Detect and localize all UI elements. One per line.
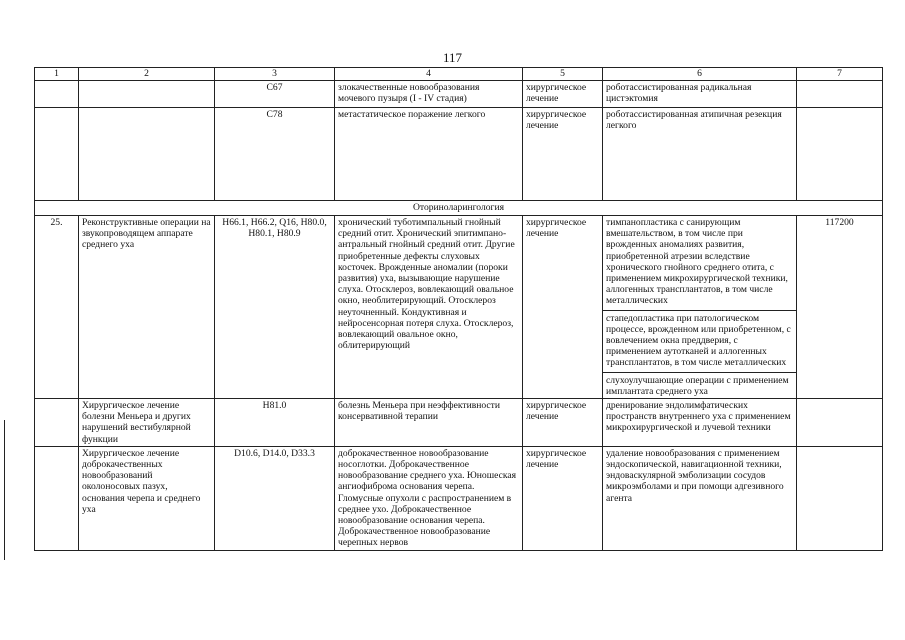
price-cell xyxy=(797,81,883,108)
table-row xyxy=(35,446,883,550)
treatment-type-cell: хирургическое лечение xyxy=(523,399,603,447)
margin-rule xyxy=(4,420,5,560)
method-cell: дренирование эндолимфатических пространств внутреннего уха с применением микрохирургической и лучевой техники xyxy=(603,399,797,447)
header-cell: 2 xyxy=(79,68,215,81)
method-cell: роботассистированная атипичная резекция легкого xyxy=(603,108,797,201)
method-cell: удаление новообразования с применением эндоскопической, навигационной техники, эндоваскулярной эмболизации сосудов микроэмболами и при помощи адгезивного агента xyxy=(603,446,797,550)
price-cell xyxy=(797,108,883,201)
model-cell: доброкачественное новообразование носоглотки. Доброкачественное новообразование среднего уха. Юношеская ангиофиброма основания черепа. Гломусные опухоли с распространением в среднее ухо. Доброкачественное новообразование основания черепа. Доброкачественное новообразование черепных нервов xyxy=(335,446,523,550)
name-cell xyxy=(79,108,215,201)
name-cell: Реконструктивные операции на звукопроводящем аппарате среднего уха xyxy=(79,216,215,399)
method-text: тимпанопластика с санирующим вмешательством, в том числе при врожденных аномалиях развития, приобретенной атрезии вследствие хронического гнойного среднего отита, с применением микрохирургической техники, аллогенных трансплантатов, в том числе металлических xyxy=(606,217,788,307)
price-cell xyxy=(797,399,883,447)
name-cell: Хирургическое лечение болезни Меньера и других нарушений вестибулярной функции xyxy=(79,399,215,447)
page-number: 117 xyxy=(442,50,463,65)
header-cell: 3 xyxy=(215,68,335,81)
treatment-type-cell: хирургическое лечение xyxy=(523,216,603,399)
model-cell: злокачественные новообразования мочевого пузыря (I - IV стадия) xyxy=(335,81,523,108)
header-row xyxy=(35,68,883,81)
codes-cell: H81.0 xyxy=(215,399,335,447)
header-cell: 7 xyxy=(797,68,883,81)
number-cell xyxy=(35,446,79,550)
table-row xyxy=(35,399,883,447)
services-table xyxy=(34,67,883,551)
method-text: стапедопластика при патологическом процессе, врожденном или приобретенном, с вовлечением окна преддверия, с применением аутотканей и аллогенных трансплантатов, в том числе металлических xyxy=(606,312,791,369)
section-title: Оториноларингология xyxy=(35,201,883,216)
model-cell: метастатическое поражение легкого xyxy=(335,108,523,201)
table-row xyxy=(35,108,883,201)
number-cell xyxy=(35,81,79,108)
model-cell: болезнь Меньера при неэффективности консервативной терапии xyxy=(335,399,523,447)
codes-cell: C78 xyxy=(215,108,335,201)
table-row xyxy=(35,81,883,108)
section-row xyxy=(35,201,883,216)
treatment-type-cell: хирургическое лечение xyxy=(523,81,603,108)
name-cell: Хирургическое лечение доброкачественных новообразований околоносовых пазух, основания черепа и среднего уха xyxy=(79,446,215,550)
price-cell: 117200 xyxy=(797,216,883,399)
table-row xyxy=(35,216,883,399)
header-cell: 5 xyxy=(523,68,603,81)
number-cell: 25. xyxy=(35,216,79,399)
name-cell xyxy=(79,81,215,108)
treatment-type-cell: хирургическое лечение xyxy=(523,108,603,201)
codes-cell: C67 xyxy=(215,81,335,108)
header-cell: 4 xyxy=(335,68,523,81)
header-cell: 6 xyxy=(603,68,797,81)
number-cell xyxy=(35,399,79,447)
method-cell: роботассистированная радикальная цистэктомия xyxy=(603,81,797,108)
methods-cell xyxy=(603,216,797,399)
codes-cell: D10.6, D14.0, D33.3 xyxy=(215,446,335,550)
header-cell: 1 xyxy=(35,68,79,81)
model-cell: хронический туботимпальный гнойный средний отит. Хронический эпитимпано-антральный гнойный средний отит. Другие приобретенные дефекты слуховых косточек. Врожденные аномалии (пороки развития) уха, вызывающие нарушение слуха. Отосклероз, вовлекающий овальное окно, необлитерирующий. Отосклероз неуточненный. Кондуктивная и нейросенсорная потеря слуха. Отосклероз, вовлекающий овальное окно, облитерирующий xyxy=(335,216,523,399)
treatment-type-cell: хирургическое лечение xyxy=(523,446,603,550)
number-cell xyxy=(35,108,79,201)
price-cell xyxy=(797,446,883,550)
method-text: слухоулучшающие операции с применением имплантата среднего уха xyxy=(606,374,789,397)
codes-cell: H66.1, H66.2, Q16, H80.0, H80.1, H80.9 xyxy=(215,216,335,399)
